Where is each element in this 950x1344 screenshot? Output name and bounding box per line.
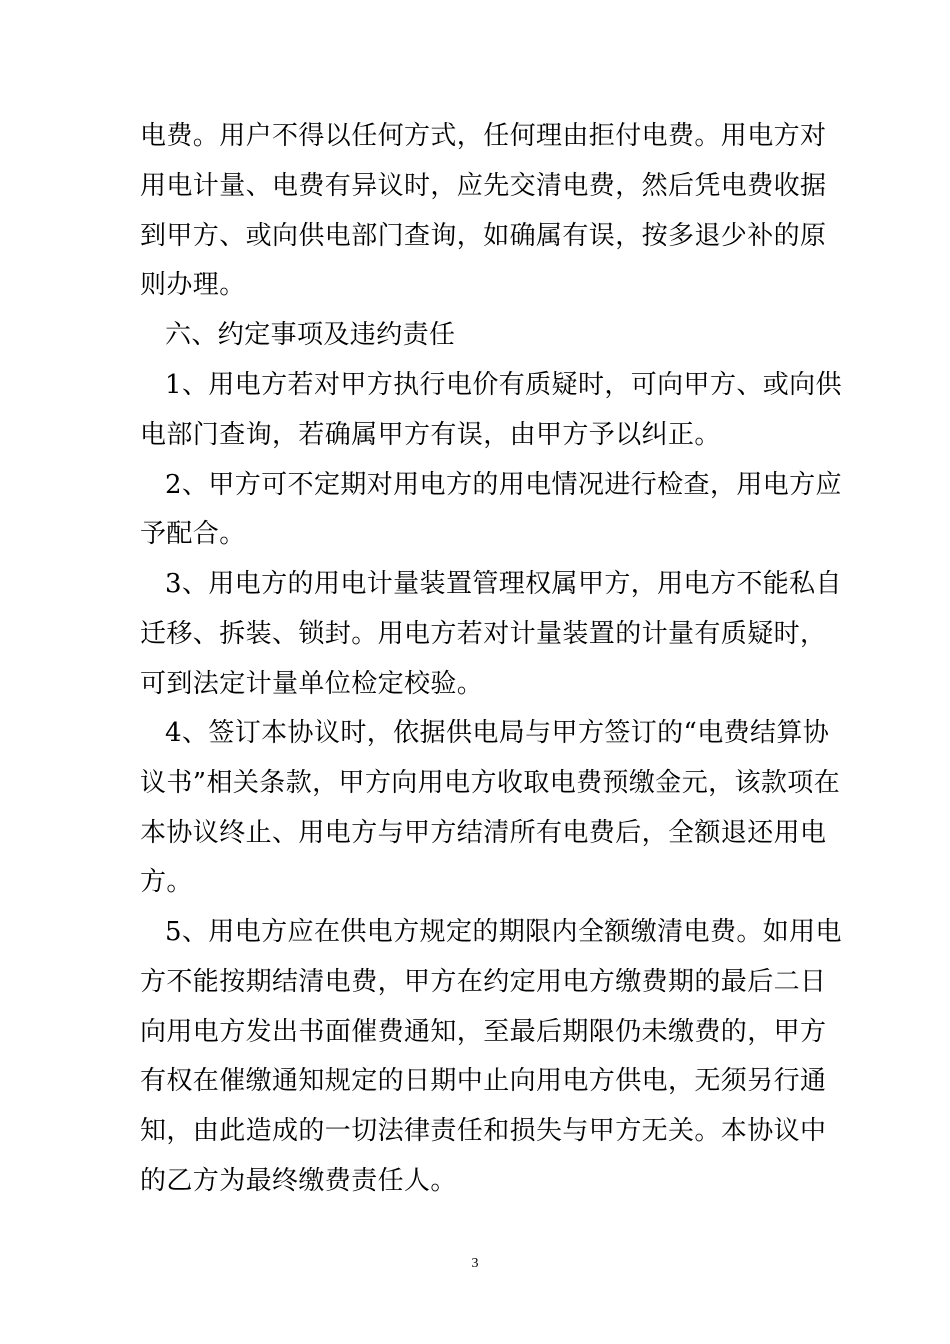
clause-2-line: 2、甲方可不定期对用电方的用电情况进行检查，用电方应 xyxy=(165,470,842,500)
clause-5-line: 向用电方发出书面催费通知，至最后期限仍未缴费的，甲方 xyxy=(140,1017,827,1047)
clause-2-line: 予配合。 xyxy=(140,519,246,549)
clause-4-line: 议书”相关条款，甲方向用电方收取电费预缴金元，该款项在 xyxy=(140,768,841,798)
clause-1-line: 电部门查询，若确属甲方有误，由甲方予以纠正。 xyxy=(140,420,721,450)
clause-5-line: 方不能按期结清电费，甲方在约定用电方缴费期的最后二日 xyxy=(140,967,827,997)
clause-5-line: 有权在催缴通知规定的日期中止向用电方供电，无须另行通 xyxy=(140,1066,827,1096)
clause-5-line: 知，由此造成的一切法律责任和损失与甲方无关。本协议中 xyxy=(140,1116,827,1146)
text-line: 则办理。 xyxy=(140,270,246,300)
clause-4-line: 本协议终止、用电方与甲方结清所有电费后，全额退还用电 xyxy=(140,818,827,848)
text-line: 电费。用户不得以任何方式，任何理由拒付电费。用电方对 xyxy=(140,121,827,151)
clause-5-line: 5、用电方应在供电方规定的期限内全额缴清电费。如用电 xyxy=(165,917,842,947)
text-line: 用电计量、电费有异议时，应先交清电费，然后凭电费收据 xyxy=(140,171,827,201)
text-line: 到甲方、或向供电部门查询，如确属有误，按多退少补的原 xyxy=(140,221,827,251)
clause-1-line: 1、用电方若对甲方执行电价有质疑时，可向甲方、或向供 xyxy=(165,370,842,400)
clause-5-line: 的乙方为最终缴费责任人。 xyxy=(140,1166,457,1196)
clause-3-line: 3、用电方的用电计量装置管理权属甲方，用电方不能私自 xyxy=(165,569,842,599)
clause-4-line: 方。 xyxy=(140,867,193,897)
clause-3-line: 可到法定计量单位检定校验。 xyxy=(140,669,484,699)
section-heading: 六、约定事项及违约责任 xyxy=(165,320,456,350)
clause-4-line: 4、签订本协议时，依据供电局与甲方签订的“电费结算协 xyxy=(165,718,830,748)
page-number: 3 xyxy=(471,1256,479,1271)
clause-3-line: 迁移、拆装、锁封。用电方若对计量装置的计量有质疑时， xyxy=(140,619,827,649)
